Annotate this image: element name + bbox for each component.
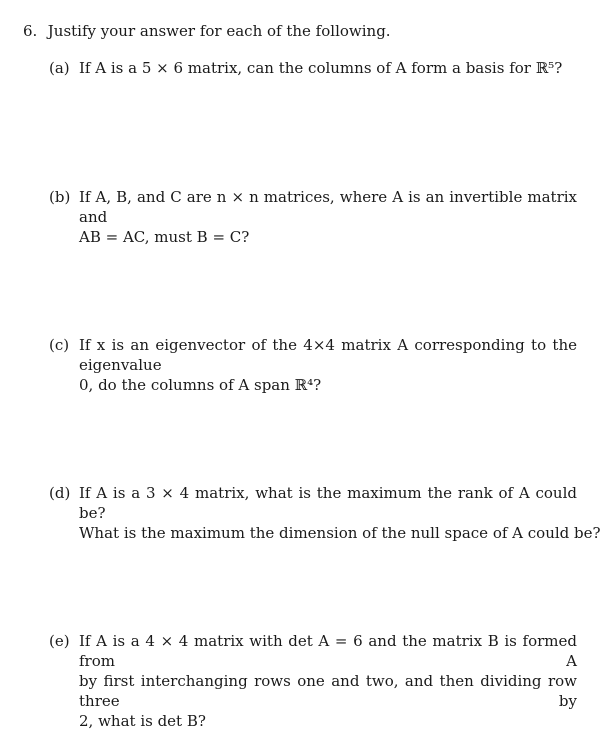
part-line: 0, do the columns of A span ℝ⁴? — [79, 376, 322, 394]
part-line: If A is a 3 × 4 matrix, what is the maximum the rank of A could be? — [79, 484, 577, 522]
part-text — [79, 335, 577, 395]
part-a — [49, 58, 577, 78]
part-line: If A is a 4 × 4 matrix with det A = 6 and the matrix B is formed from A — [79, 632, 577, 670]
part-text — [79, 58, 577, 78]
part-line: If A is a 5 × 6 matrix, can the columns of A form a basis for ℝ⁵? — [79, 59, 563, 77]
part-text — [79, 187, 577, 247]
part-line: If x is an eigenvector of the 4×4 matrix A corresponding to the eigenvalue — [79, 336, 577, 374]
part-c — [49, 335, 577, 395]
part-d — [49, 483, 601, 543]
part-line: 2, what is det B? — [79, 712, 206, 730]
question-number: 6. — [23, 22, 38, 40]
part-line: AB = AC, must B = C? — [79, 228, 250, 246]
part-label: (c) — [49, 336, 70, 354]
part-label: (d) — [49, 484, 71, 502]
part-label: (b) — [49, 188, 71, 206]
part-text — [79, 483, 601, 543]
part-line: If A, B, and C are n × n matrices, where A is an invertible matrix and — [79, 188, 577, 226]
part-e — [49, 631, 577, 731]
question-header — [23, 21, 391, 41]
part-b — [49, 187, 577, 247]
part-label: (e) — [49, 632, 70, 650]
question-prompt: Justify your answer for each of the following. — [47, 22, 391, 40]
part-text — [79, 631, 577, 731]
part-line: What is the maximum the dimension of the null space of A could be? — [79, 524, 601, 542]
part-label: (a) — [49, 59, 70, 77]
part-line: by first interchanging rows one and two, and then dividing row three by — [79, 672, 577, 710]
